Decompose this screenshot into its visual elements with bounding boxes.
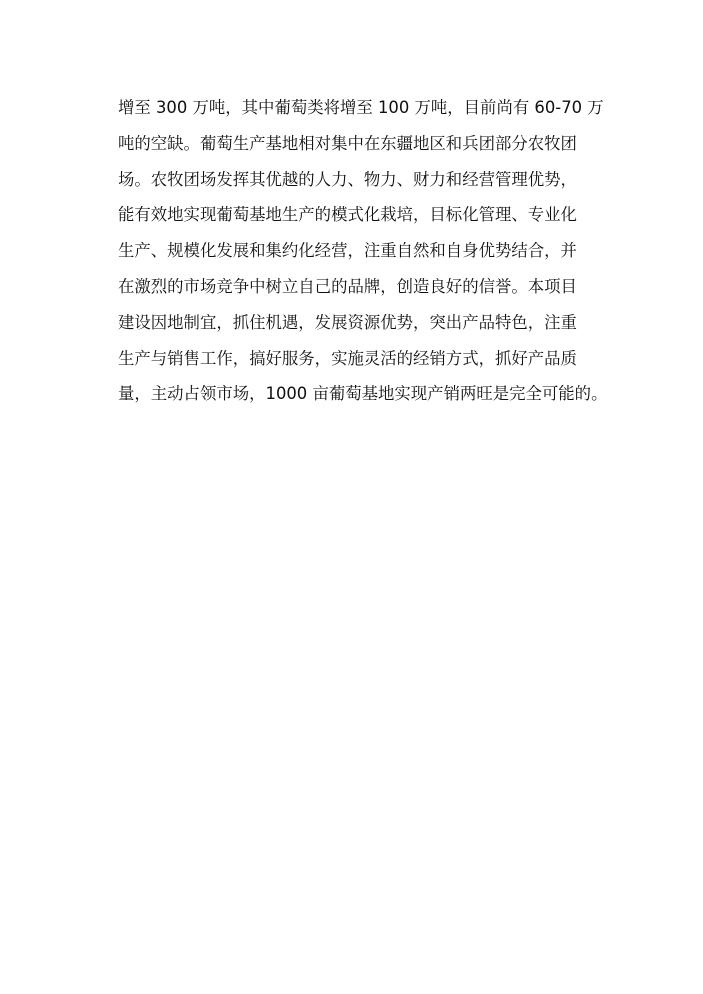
paragraph-line: 在激烈的市场竞争中树立自己的品牌，创造良好的信誉。本项目 <box>118 276 577 296</box>
paragraph-line: 建设因地制宜，抓住机遇，发展资源优势，突出产品特色，注重 <box>118 312 577 332</box>
paragraph-line: 增至 300 万吨，其中葡萄类将增至 100 万吨，目前尚有 60-70 万 <box>118 98 604 117</box>
paragraph-line: 场。农牧团场发挥其优越的人力、物力、财力和经营管理优势， <box>118 169 577 189</box>
paragraph-line: 吨的空缺。葡萄生产基地相对集中在东疆地区和兵团部分农牧团 <box>118 133 577 153</box>
paragraph-line: 生产、规模化发展和集约化经营，注重自然和自身优势结合，并 <box>118 241 577 261</box>
body-paragraph <box>118 90 608 412</box>
paragraph-line: 生产与销售工作，搞好服务，实施灵活的经销方式，抓好产品质 <box>118 348 577 368</box>
paragraph-line: 量，主动占领市场，1000 亩葡萄基地实现产销两旺是完全可能的。 <box>118 384 608 404</box>
paragraph-line: 能有效地实现葡萄基地生产的模式化栽培，目标化管理、专业化 <box>118 205 577 225</box>
